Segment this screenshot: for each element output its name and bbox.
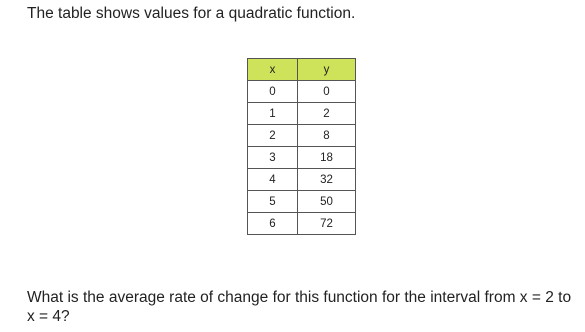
cell-y: 50 [298,191,356,213]
cell-x: 2 [248,125,298,147]
header-x: x [248,59,298,81]
question-text: What is the average rate of change for this function for the interval from x = 2 to x = 4? [27,289,572,325]
table-row [248,103,356,125]
table-row [248,125,356,147]
table-header-row [248,59,356,81]
cell-y: 0 [298,81,356,103]
cell-x: 4 [248,169,298,191]
values-table [247,58,356,235]
header-y: y [298,59,356,81]
cell-x: 1 [248,103,298,125]
cell-y: 2 [298,103,356,125]
cell-y: 72 [298,213,356,235]
cell-y: 8 [298,125,356,147]
cell-x: 6 [248,213,298,235]
intro-text: The table shows values for a quadratic function. [27,5,356,22]
table-row [248,191,356,213]
cell-y: 18 [298,147,356,169]
table-row [248,81,356,103]
table-row [248,169,356,191]
table-row [248,213,356,235]
cell-x: 3 [248,147,298,169]
table-row [248,147,356,169]
cell-y: 32 [298,169,356,191]
cell-x: 5 [248,191,298,213]
cell-x: 0 [248,81,298,103]
